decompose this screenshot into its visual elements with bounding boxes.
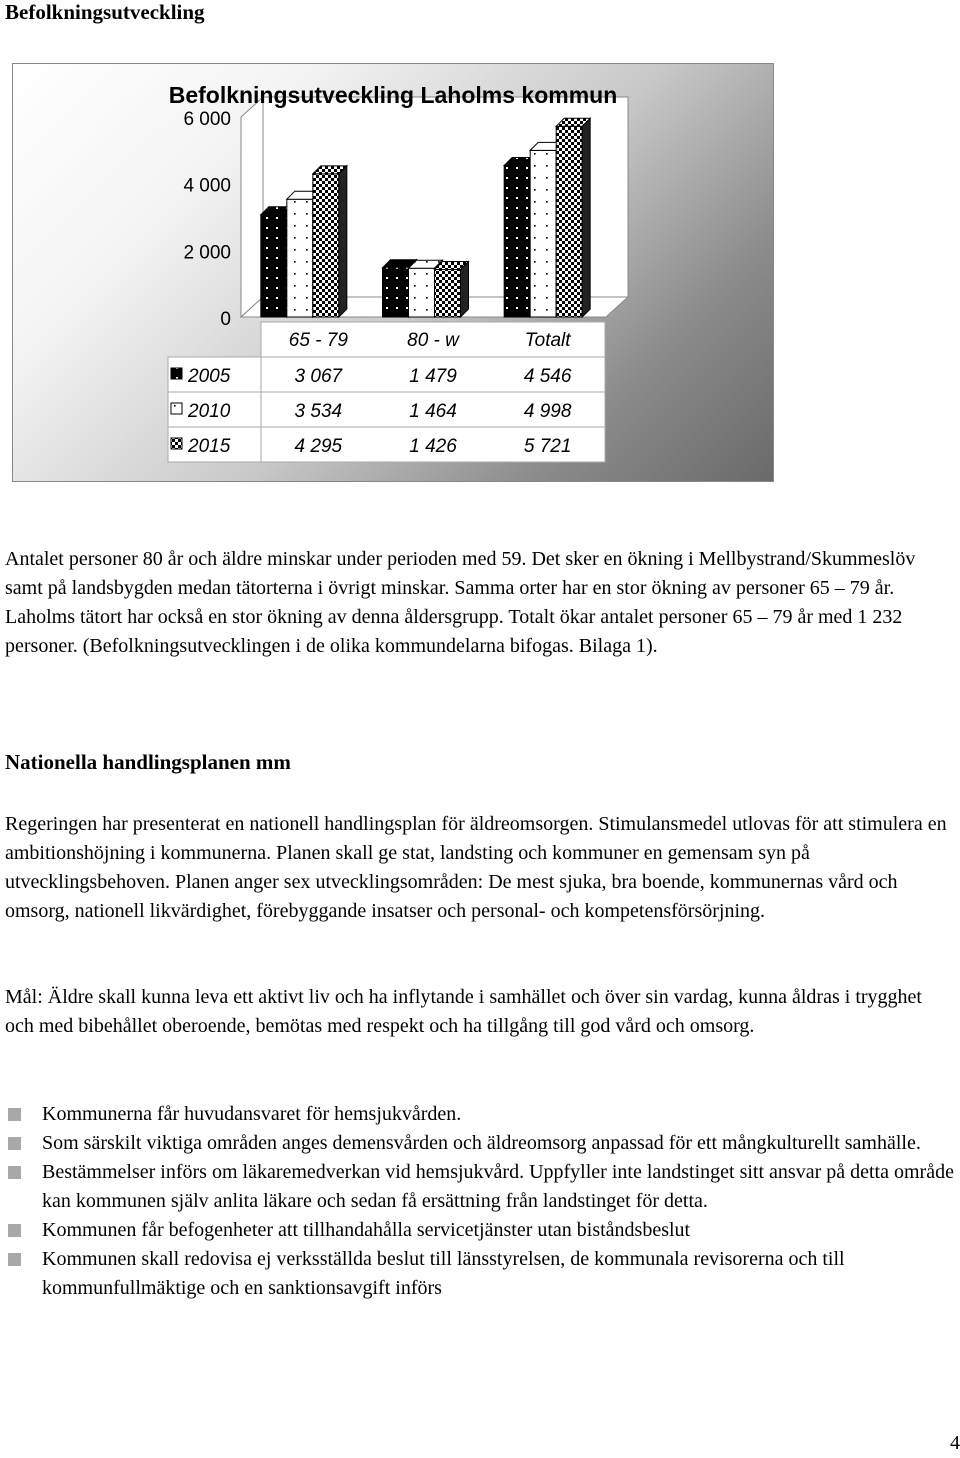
data-value-label: 3 067: [294, 366, 343, 387]
bar: [261, 215, 287, 317]
bullet-square-icon: [8, 1108, 21, 1121]
category-label: 80 - w: [407, 330, 459, 351]
bullet-text: Kommunen skall redovisa ej verksställda beslut till länsstyrelsen, de kommunala revisorerna och till kommunfullmäktige och en sanktionsavgift införs: [42, 1248, 845, 1299]
y-tick-label: 4 000: [183, 175, 231, 197]
bar: [530, 150, 556, 317]
bar: [504, 165, 530, 317]
data-value-label: 5 721: [523, 436, 572, 457]
chart-container: [12, 63, 774, 482]
series-name: 2010: [188, 401, 231, 422]
data-value-label: 4 546: [523, 366, 572, 387]
bullet-list: [5, 1100, 955, 1303]
bullet-item: [5, 1245, 955, 1303]
category-label: Totalt: [524, 330, 571, 351]
series-name: 2005: [188, 366, 231, 387]
bar-side: [339, 166, 347, 317]
y-tick-label: 0: [220, 309, 231, 330]
bullet-text: Som särskilt viktiga områden anges demensvården och äldreomsorg anpassad för ett mångkulturellt samhälle.: [42, 1132, 921, 1154]
bullet-square-icon: [8, 1253, 21, 1266]
paragraph-national-plan: Regeringen har presenterat en nationell handlingsplan för äldreomsorgen. Stimulansmedel utlovas för att stimulera en ambitionshöjning i kommunerna. Planen skall ge stat, landsting och kommuner en gemensam syn på utvecklingsbehoven. Planen anger sex utvecklingsområden: De mest sjuka, bra boende, kommunernas vård och omsorg, nationell likvärdighet, förebyggande insatser och personal- och kompetensförsörjning.: [5, 813, 947, 922]
data-value-label: 1 464: [409, 401, 457, 422]
bar-side: [582, 118, 590, 317]
data-value-label: 4 998: [523, 401, 572, 422]
y-tick-label: 2 000: [183, 242, 231, 264]
data-value-label: 4 295: [294, 436, 343, 457]
paragraph-goals: Mål: Äldre skall kunna leva ett aktivt liv och ha inflytande i samhället och över sin vardag, kunna åldras i trygghet och med bibehållet oberoende, bemötas med respekt och ha tillgång till god vård och omsorg.: [5, 986, 922, 1037]
bar-side: [461, 261, 469, 317]
chart-title: Befolkningsutveckling Laholms kommun: [168, 82, 618, 108]
bullet-item: [5, 1216, 955, 1245]
bullet-square-icon: [8, 1166, 21, 1179]
legend-key: [171, 403, 182, 414]
category-label: 65 - 79: [288, 330, 348, 351]
y-tick-label: 6 000: [183, 109, 231, 130]
bullet-square-icon: [8, 1137, 21, 1150]
bullet-square-icon: [8, 1224, 21, 1237]
chart-svg: [13, 64, 773, 481]
legend-key: [171, 438, 182, 449]
data-value-label: 1 426: [409, 436, 457, 457]
bar: [409, 268, 435, 317]
paragraph-population: Antalet personer 80 år och äldre minskar under perioden med 59. Det sker en ökning i Mellbystrand/Skummeslöv samt på landsbygden medan tätorterna i övrigt minskar. Samma orter har en stor ökning av personer 65 – 79 år. Laholms tätort har också en stor ökning av denna åldersgrupp. Totalt ökar antalet personer 65 – 79 år med 1 232 personer. (Befolkningsutvecklingen i de olika kommundelarna bifogas. Bilaga 1).: [5, 548, 916, 657]
bullet-item: [5, 1129, 955, 1158]
chart-side-wall: [241, 97, 263, 317]
legend-key: [171, 368, 182, 379]
bar: [287, 199, 313, 317]
bullet-item: [5, 1158, 955, 1216]
bar: [313, 174, 339, 317]
data-value-label: 1 479: [409, 366, 457, 387]
bar: [435, 269, 461, 317]
series-name: 2015: [188, 436, 231, 457]
bar: [383, 268, 409, 317]
bar: [556, 126, 582, 317]
page-number: 4: [950, 1432, 960, 1454]
section-title: Befolkningsutveckling: [5, 0, 205, 24]
bullet-text: Kommunen får befogenheter att tillhandahålla servicetjänster utan biståndsbeslut: [42, 1219, 691, 1241]
bullet-item: [5, 1100, 955, 1129]
data-value-label: 3 534: [294, 401, 343, 422]
heading-national-plan: Nationella handlingsplanen mm: [5, 750, 291, 774]
bullet-text: Kommunerna får huvudansvaret för hemsjukvården.: [42, 1103, 462, 1125]
bullet-text: Bestämmelser införs om läkaremedverkan vid hemsjukvård. Uppfyller inte landstinget sitt ansvar på detta område kan kommunen själv anlita läkare och sedan få ersättning från landstinget för detta.: [42, 1161, 954, 1212]
